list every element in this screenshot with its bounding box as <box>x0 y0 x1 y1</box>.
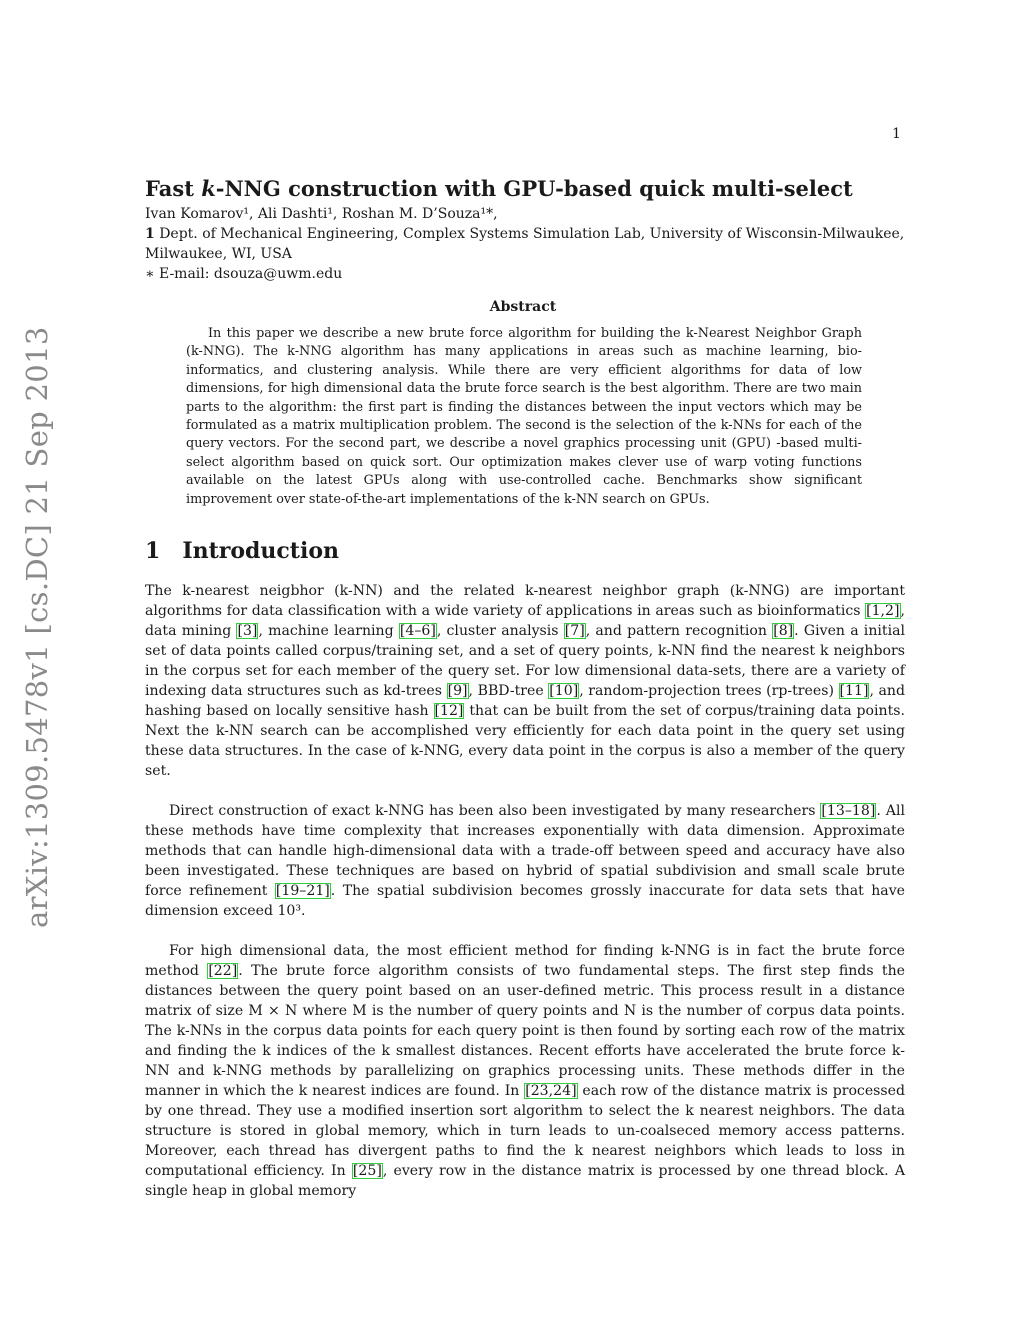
text-run: . The brute force algorithm consists of two fundamental steps. The first step finds the distances between the query point based on an user-defined metric. This process result in a distance matrix of size M × N where M is the number of query points and N is the number of corpus data points. The k-NNs in the corpus data points for each query point is then found by sorting each row of the matrix and finding the k indices of the k smallest distances. Recent efforts have accelerated the brute force k-NN and k-NNG methods by parallelizing on graphics processing units. These methods differ in the manner in which the k nearest indices are found. In <box>145 963 905 1099</box>
text-run: , every row in the distance matrix is processed by one thread block. A single heap in global memory <box>145 1163 906 1199</box>
abstract-heading: Abstract <box>489 299 557 315</box>
text-run: , machine learning <box>258 623 399 639</box>
section-heading <box>145 538 339 564</box>
text-run: that can be built from the set of corpus/training data points. Next the k-NN search can be accomplished very efficiently for each data point in the query set using these data structures. In the case of k-NNG, every data point in the corpus is also a member of the query set. <box>145 703 905 779</box>
text-run: . The spatial subdivision becomes grossly inaccurate for data sets that have dimension exceed 10³. <box>145 883 905 919</box>
text-run: Direct construction of exact k-NNG has been also been investigated by many researchers <box>169 803 821 819</box>
authors-block <box>145 204 905 284</box>
text-run: . Given a initial set of data points called corpus/training set, and a set of query points, k-NN find the nearest k neighbors in the corpus set for each member of the query set. For low dimensional data-sets, there are a variety of indexing data structures such as kd-trees <box>145 623 905 699</box>
citation-link[interactable]: [25] <box>352 1163 382 1179</box>
arxiv-identifier-stamp: arXiv:1309.5478v1 [cs.DC] 21 Sep 2013 <box>20 326 54 928</box>
text-run: , and pattern recognition <box>585 623 773 639</box>
intro-paragraph-2 <box>145 801 905 921</box>
citation-link[interactable]: [4–6] <box>399 623 436 639</box>
text-run: . All these methods have time complexity that increases exponentially with data dimension. Approximate methods that can handle high-dimensional data with a trade-off between speed and accuracy have also been investigated. These techniques are based on hybrid of spatial subdivision and small scale brute force refinement <box>145 803 905 899</box>
intro-paragraph-3 <box>145 941 905 1201</box>
text-run: , cluster analysis <box>436 623 564 639</box>
citation-link[interactable]: [1,2] <box>866 603 900 619</box>
text-run: , and hashing based on locally sensitive hash <box>145 683 906 719</box>
affiliation-marker: 1 <box>145 226 155 242</box>
paper-title <box>145 176 853 201</box>
intro-paragraph-1 <box>145 581 905 781</box>
citation-link[interactable]: [3] <box>237 623 258 639</box>
citation-link[interactable]: [7] <box>564 623 585 639</box>
text-run: For high dimensional data, the most efficient method for finding k-NNG is in fact the brute force method <box>145 943 905 979</box>
title-rest: -NNG construction with GPU-based quick multi-select <box>215 176 853 201</box>
contact-email: ∗ E-mail: dsouza@uwm.edu <box>145 266 343 282</box>
text-run: , data mining <box>145 603 905 639</box>
page-number: 1 <box>892 126 901 142</box>
author-list: Ivan Komarov¹, Ali Dashti¹, Roshan M. D’Souza¹*, <box>145 206 498 222</box>
citation-link[interactable]: [19–21] <box>275 883 330 899</box>
text-run: , BBD-tree <box>468 683 549 699</box>
citation-link[interactable]: [9] <box>447 683 468 699</box>
citation-link[interactable]: [13–18] <box>821 803 876 819</box>
section-number: 1 <box>145 538 161 564</box>
text-run: each row of the distance matrix is processed by one thread. They use a modified insertion sort algorithm to select the k nearest neighbors. The data structure is stored in global memory, which in turn leads to un-coalseced memory access patterns. Moreover, each thread has divergent paths to find the k nearest neighbors which leads to loss in computational efficiency. In <box>145 1083 905 1179</box>
abstract-text: In this paper we describe a new brute force algorithm for building the k-Nearest Neighbor Graph (k-NNG). The k-NNG algorithm has many applications in areas such as machine learning, bio-informatics, and clustering analysis. While there are very efficient algorithms for data of low dimensions, for high dimensional data the brute force search is the best algorithm. There are two main parts to the algorithm: the first part is finding the distances between the input vectors which may be formulated as a matrix multiplication problem. The second is the selection of the k-NNs for each of the query vectors. For the second part, we describe a novel graphics processing unit (GPU) -based multi-select algorithm based on quick sort. Our optimization makes clever use of warp voting functions available on the latest GPUs along with use-controlled cache. Benchmarks show significant improvement over state-of-the-art implementations of the k-NN search on GPUs. <box>186 326 862 507</box>
section-title: Introduction <box>182 538 339 564</box>
citation-link[interactable]: [22] <box>208 963 238 979</box>
citation-link[interactable]: [8] <box>773 623 794 639</box>
citation-link[interactable]: [23,24] <box>525 1083 577 1099</box>
citation-link[interactable]: [12] <box>434 703 464 719</box>
title-prefix: Fast <box>145 176 202 201</box>
citation-link[interactable]: [11] <box>839 683 869 699</box>
text-run: The k-nearest neigbhor (k-NN) and the related k-nearest neighbor graph (k-NNG) are important algorithms for data classification with a wide variety of applications in areas such as bioinformatics <box>145 583 905 619</box>
affiliation-text: Dept. of Mechanical Engineering, Complex Systems Simulation Lab, University of Wisconsin-Milwaukee, Milwaukee, WI, USA <box>145 226 905 262</box>
citation-link[interactable]: [10] <box>549 683 579 699</box>
text-run: , random-projection trees (rp-trees) <box>579 683 839 699</box>
title-k: k <box>201 176 216 201</box>
affiliation <box>145 224 905 264</box>
